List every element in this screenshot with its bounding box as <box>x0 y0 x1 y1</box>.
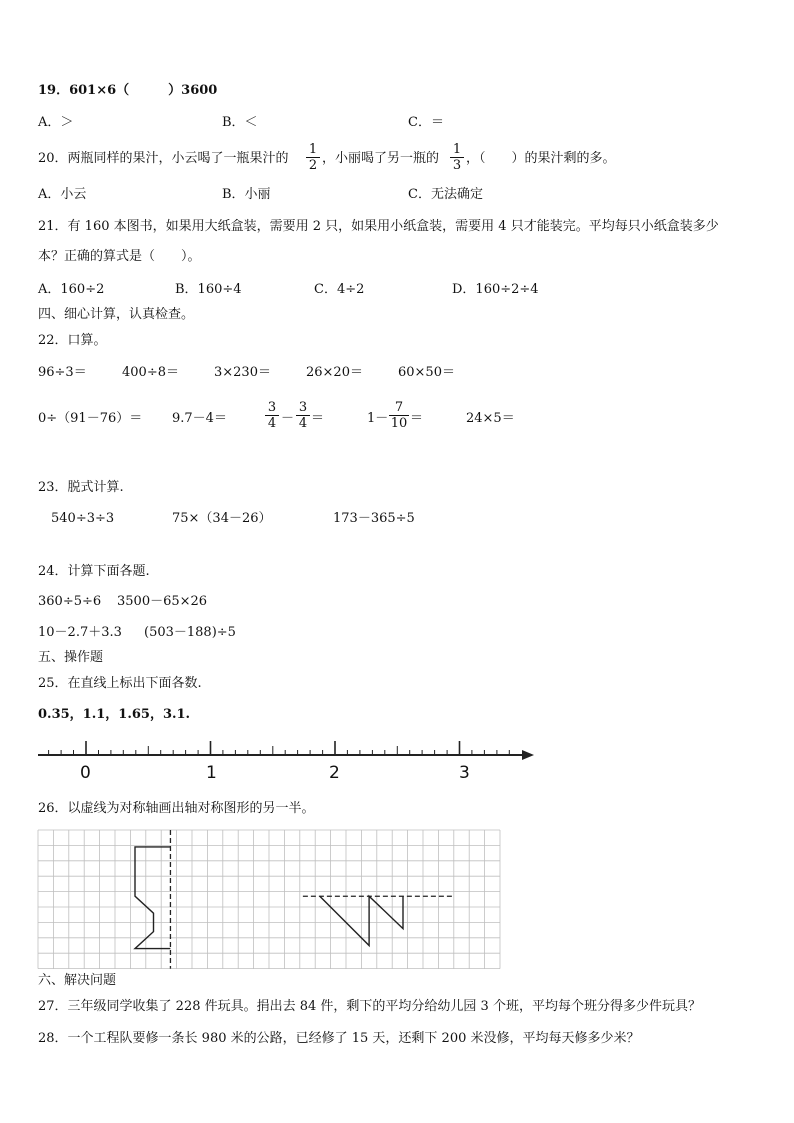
q21-option-b[interactable]: B．160÷4 <box>175 282 242 297</box>
section-5-heading: 五、操作题 <box>38 650 104 665</box>
q22-item-2: 400÷8＝ <box>122 365 179 380</box>
q20-fraction-half: 1 2 <box>306 142 320 173</box>
q22-item-3: 3×230＝ <box>214 365 271 380</box>
q24-item-1: 360÷5÷6 <box>38 594 102 609</box>
q21-line2: 本？正确的算式是（ ）。 <box>38 249 201 264</box>
q22-item-4: 26×20＝ <box>306 365 363 380</box>
q22-fraction-b: 3 4 <box>296 400 310 431</box>
q24-item-3: 10－2.7＋3.3 <box>38 625 122 640</box>
q27-text: 27．三年级同学收集了 228 件玩具。捐出去 84 件，剩下的平均分给幼儿园 3 个班，平均每个班分得多少件玩具？ <box>38 999 701 1014</box>
tick-label-1: 1 <box>206 763 217 783</box>
section-4-heading: 四、细心计算，认真检查。 <box>38 307 195 322</box>
q22-equals: ＝ <box>311 411 325 426</box>
q19-option-c[interactable]: C．＝ <box>408 115 444 130</box>
q25-numbers: 0.35，1.1，1.65，3.1. <box>38 707 191 722</box>
q23-title: 23．脱式计算. <box>38 480 124 495</box>
tick-label-0: 0 <box>80 763 91 783</box>
right-figure-half <box>320 896 403 945</box>
q24-item-2: 3500－65×26 <box>117 594 208 609</box>
q19-stem: 19．601×6（ ）3600 <box>38 83 218 98</box>
q22-minus: － <box>281 411 295 426</box>
number-line-arrow <box>522 750 534 760</box>
q22-item-7: 9.7－4＝ <box>172 411 227 426</box>
q20-stem-a: 20．两瓶同样的果汁，小云喝了一瓶果汁的 <box>38 151 289 166</box>
q20-fraction-third: 1 3 <box>450 142 464 173</box>
q22-equals-2: ＝ <box>410 411 424 426</box>
section-6-heading: 六、解决问题 <box>38 973 117 988</box>
q20-stem-b: ，小丽喝了另一瓶的 <box>322 151 440 166</box>
q22-item-5: 60×50＝ <box>398 365 455 380</box>
tick-label-3: 3 <box>459 763 470 783</box>
q20-stem-c: ，（ ）的果汁剩的多。 <box>466 151 616 166</box>
q22-item-6: 0÷（91－76）＝ <box>38 411 143 426</box>
q23-item-3: 173－365÷5 <box>333 511 415 526</box>
q22-fraction-a: 3 4 <box>265 400 279 431</box>
q21-option-a[interactable]: A．160÷2 <box>38 282 105 297</box>
q22-title: 22．口算。 <box>38 333 107 348</box>
q22-fraction-c: 7 10 <box>390 400 408 431</box>
q25-title: 25．在直线上标出下面各数. <box>38 676 202 691</box>
q21-line1: 21．有 160 本图书，如果用大纸盒装，需要用 2 只，如果用小纸盒装，需要用 4 只才能装完。平均每只小纸盒装多少 <box>38 219 719 234</box>
q23-item-1: 540÷3÷3 <box>51 511 115 526</box>
grid-diagram <box>38 830 500 969</box>
left-figure-half <box>135 847 170 949</box>
q20-option-c[interactable]: C．无法确定 <box>408 187 483 202</box>
q22-one-minus: 1－ <box>367 411 389 426</box>
number-line <box>38 741 534 760</box>
q26-title: 26．以虚线为对称轴画出轴对称图形的另一半。 <box>38 801 315 816</box>
q20-option-a[interactable]: A．小云 <box>38 187 87 202</box>
q21-option-c[interactable]: C．4÷2 <box>314 282 365 297</box>
q19-option-a[interactable]: A．＞ <box>38 115 74 130</box>
q20-option-b[interactable]: B．小丽 <box>222 187 271 202</box>
q24-title: 24．计算下面各题. <box>38 564 150 579</box>
tick-label-2: 2 <box>329 763 340 783</box>
q22-item-10: 24×5＝ <box>466 411 515 426</box>
q21-option-d[interactable]: D．160÷2÷4 <box>452 282 539 297</box>
q23-item-2: 75×（34－26） <box>172 511 272 526</box>
q24-item-4: (503－188)÷5 <box>144 625 236 640</box>
q22-item-1: 96÷3＝ <box>38 365 87 380</box>
q19-option-b[interactable]: B．＜ <box>222 115 258 130</box>
q28-text: 28．一个工程队要修一条长 980 米的公路，已经修了 15 天，还剩下 200 米没修，平均每天修多少米？ <box>38 1031 640 1046</box>
